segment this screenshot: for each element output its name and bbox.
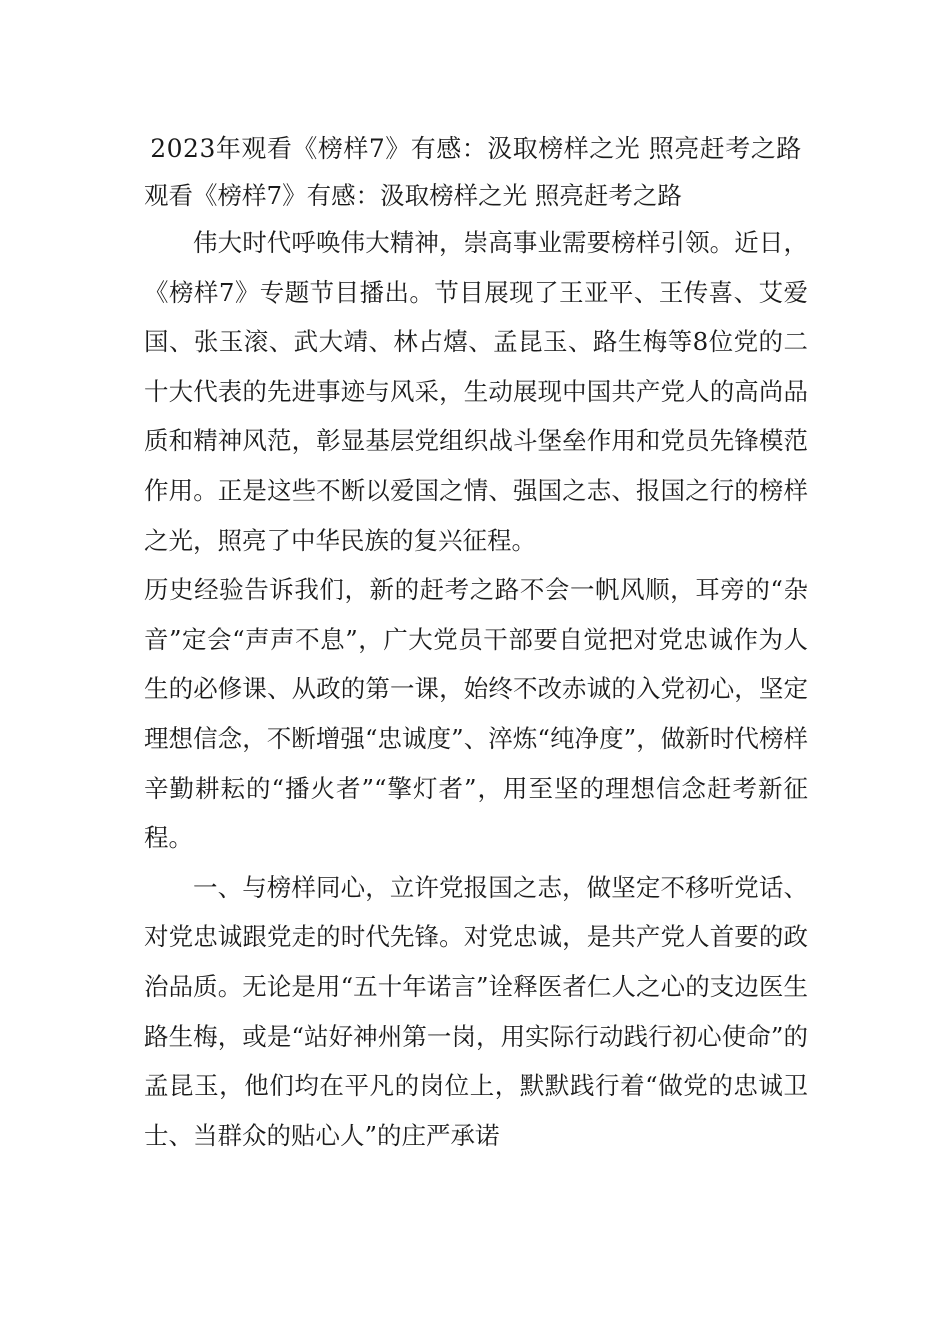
paragraph-history: 历史经验告诉我们，新的赶考之路不会一帆风顺，耳旁的“杂音”定会“声声不息”，广大党员干部要自觉把对党忠诚作为人生的必修课、从政的第一课，始终不改赤诚的入党初心，坚定理想信念，不断增强“忠诚度”、淬炼“纯净度”，做新时代榜样辛勤耕耘的“播火者”“擎灯者”，用至坚的理想信念赶考新征程。	[144, 575, 808, 853]
document-subtitle: 观看《榜样7》有感：汲取榜样之光 照亮赶考之路	[144, 181, 682, 210]
document-title: 2023年观看《榜样7》有感：汲取榜样之光 照亮赶考之路	[150, 134, 802, 163]
document-body	[144, 124, 808, 1160]
paragraph-section-one: 一、与榜样同心，立许党报国之志，做坚定不移听党话、对党忠诚跟党走的时代先锋。对党忠诚，是共产党人首要的政治品质。无论是用“五十年诺言”诠释医者仁人之心的支边医生路生梅，或是“站好神州第一岗，用实际行动践行初心使命”的孟昆玉，他们均在平凡的岗位上，默默践行着“做党的忠诚卫士、当群众的贴心人”的庄严承诺	[144, 872, 808, 1150]
paragraph-intro: 伟大时代呼唤伟大精神，崇高事业需要榜样引领。近日，《榜样7》专题节目播出。节目展现了王亚平、王传喜、艾爱国、张玉滚、武大靖、林占熺、孟昆玉、路生梅等8位党的二十大代表的先进事迹与风采，生动展现中国共产党人的高尚品质和精神风范，彰显基层党组织战斗堡垒作用和党员先锋模范作用。正是这些不断以爱国之情、强国之志、报国之行的榜样之光，照亮了中华民族的复兴征程。	[144, 228, 808, 555]
